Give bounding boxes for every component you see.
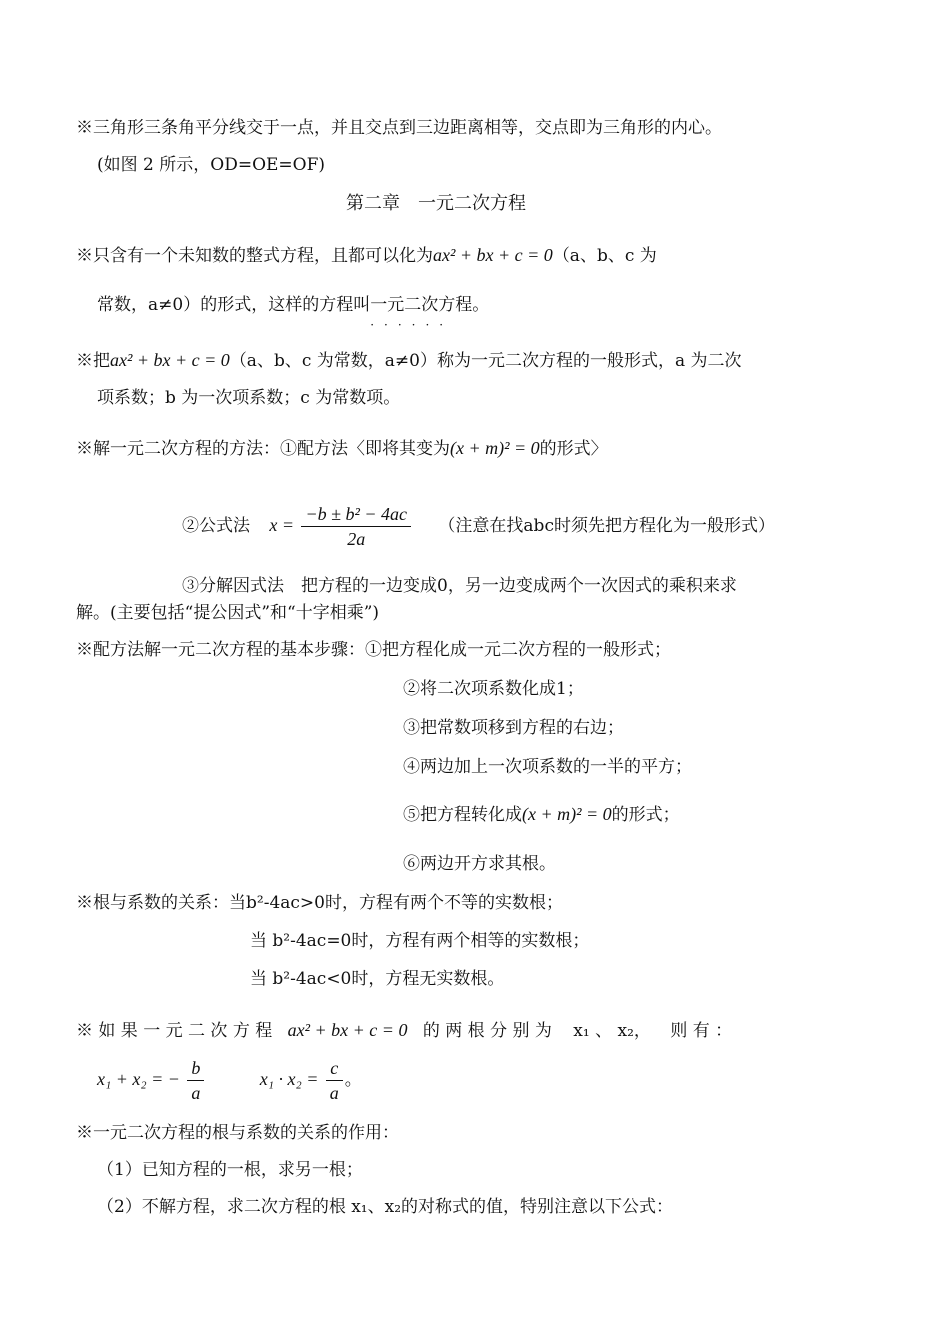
usage-title: ※一元二次方程的根与系数的关系的作用： — [76, 1123, 399, 1143]
general-form-line-1 — [76, 348, 742, 373]
emphasis-dots: ······ — [370, 318, 454, 332]
product-of-roots-lhs: x₁ · x₂ = — [259, 1069, 319, 1089]
formula-denominator: 2a — [347, 529, 366, 549]
formula-lhs: x = — [269, 515, 295, 535]
emphasized-term: 一元二次方程 ······ — [370, 295, 472, 315]
methods-post: 的形式〉 — [539, 439, 608, 459]
factor-line-1: ③分解因式法 把方程的一边变成0，另一边变成两个一次因式的乘积来求 — [182, 576, 737, 596]
quadratic-formula — [301, 502, 411, 551]
steps-title: ※配方法解一元二次方程的基本步骤：①把方程化成一元二次方程的一般形式； — [76, 640, 671, 660]
general-form-line-2: 项系数；b 为一次项系数；c 为常数项。 — [97, 388, 401, 408]
standard-equation: ax² + bx + c = 0 — [433, 245, 553, 265]
product-denominator: a — [329, 1083, 339, 1103]
formula-note: （注意在找abc时须先把方程化为一般形式） — [438, 516, 775, 536]
completed-square-equation: (x + m)² = 0 — [450, 438, 540, 458]
vieta-equation: ax² + bx + c = 0 — [287, 1020, 408, 1040]
vieta-mid: 的 两 根 分 别 为 — [422, 1021, 552, 1041]
usage-item-2: （2）不解方程，求二次方程的根 x₁、x₂的对称式的值，特别注意以下公式： — [97, 1197, 674, 1217]
definition-end: 。 — [472, 295, 490, 315]
step-5-equation: (x + m)² = 0 — [522, 804, 612, 824]
sum-denominator: a — [191, 1083, 201, 1103]
formula-line — [182, 499, 775, 552]
methods-text: ※解一元二次方程的方法：①配方法〈即将其变为 — [76, 439, 450, 459]
vieta-pre: ※ 如 果 一 元 二 次 方 程 — [76, 1021, 273, 1041]
usage-item-1: （1）已知方程的一根，求另一根； — [97, 1160, 363, 1180]
vieta-roots: x₁ 、 x₂， — [573, 1021, 651, 1041]
step-5-pre: ⑤把方程转化成 — [403, 805, 522, 825]
chapter-title: 第二章 一元二次方程 — [346, 193, 526, 214]
general-form-post: （a、b、c 为常数，a≠0）称为一元二次方程的一般形式，a 为二次 — [229, 351, 742, 371]
product-of-roots-fraction — [326, 1056, 343, 1105]
step-3: ③把常数项移到方程的右边； — [403, 718, 624, 738]
sum-of-roots-lhs: x₁ + x₂ = − — [97, 1069, 180, 1089]
discriminant-negative: 当 b²-4ac<0时，方程无实数根。 — [250, 969, 505, 989]
vieta-end: 。 — [344, 1070, 362, 1090]
step-6: ⑥两边开方求其根。 — [403, 854, 556, 874]
definition-text-post: （a、b、c 为 — [552, 246, 657, 266]
vieta-line — [76, 1018, 732, 1043]
methods-line — [76, 436, 608, 461]
incenter-note: ※三角形三条角平分线交于一点，并且交点到三边距离相等，交点即为三角形的内心。 — [76, 118, 722, 138]
product-numerator: c — [326, 1056, 343, 1081]
sum-numerator: b — [187, 1056, 204, 1081]
definition-text: ※只含有一个未知数的整式方程，且都可以化为 — [76, 246, 433, 266]
step-5-post: 的形式； — [611, 805, 680, 825]
formula-label: ②公式法 — [182, 516, 250, 536]
sum-of-roots-fraction — [187, 1056, 204, 1105]
definition-line-2 — [97, 293, 490, 332]
definition-text-2: 常数，a≠0）的形式，这样的方程叫 — [97, 295, 371, 315]
factor-line-2: 解。(主要包括“提公因式”和“十字相乘”) — [76, 603, 380, 623]
vieta-formulas — [97, 1055, 362, 1105]
formula-numerator: −b ± b² − 4ac — [301, 502, 411, 527]
vieta-post: 则 有 ： — [670, 1021, 733, 1041]
general-form-pre: ※把 — [76, 351, 110, 371]
discriminant-zero: 当 b²-4ac=0时，方程有两个相等的实数根； — [250, 931, 590, 951]
step-5 — [403, 802, 680, 827]
discriminant-positive: ※根与系数的关系：当b²-4ac>0时，方程有两个不等的实数根； — [76, 893, 563, 913]
step-4: ④两边加上一次项系数的一半的平方； — [403, 757, 692, 777]
definition-line-1 — [76, 243, 657, 268]
step-2: ②将二次项系数化成1； — [403, 679, 584, 699]
general-equation: ax² + bx + c = 0 — [110, 350, 230, 370]
incenter-figure-note: (如图 2 所示，OD=OE=OF) — [97, 155, 326, 175]
